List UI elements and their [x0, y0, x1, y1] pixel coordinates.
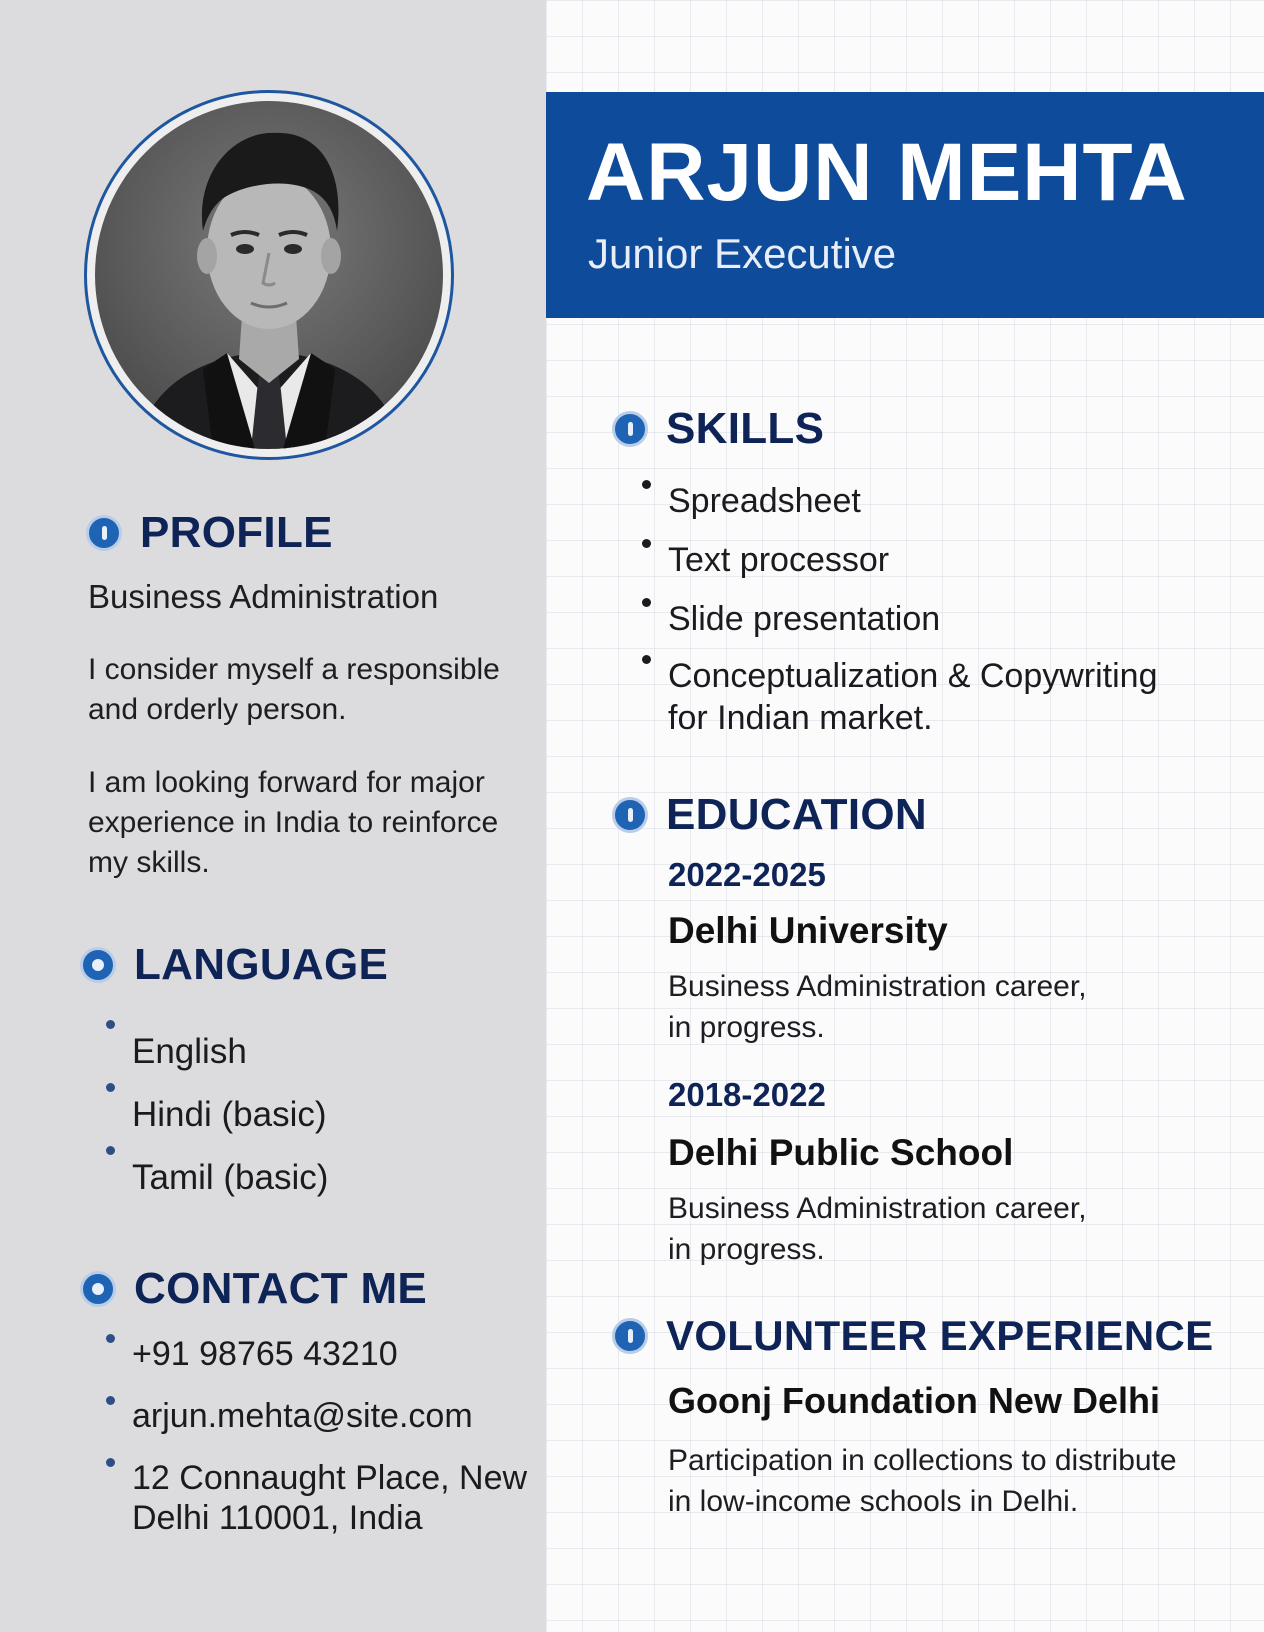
- full-name: ARJUN MEHTA: [586, 127, 1188, 218]
- volunteer-description: [668, 1440, 1177, 1522]
- education-desc-2-line2: in progress.: [668, 1233, 825, 1266]
- education-years-2: 2018-2022: [668, 1076, 826, 1113]
- volunteer-heading: [612, 1312, 1213, 1360]
- profile-heading: [86, 508, 333, 558]
- skills-heading-text: SKILLS: [666, 404, 825, 453]
- contact-list: [132, 1334, 527, 1538]
- education-desc-1: [668, 966, 1087, 1048]
- skills-section-icon: [612, 411, 648, 447]
- language-heading-text: LANGUAGE: [134, 940, 389, 989]
- language-heading: [80, 940, 388, 990]
- volunteer-desc-line2: in low-income schools in Delhi.: [668, 1485, 1079, 1518]
- contact-section-icon: [80, 1271, 116, 1307]
- profile-para1-line2: and orderly person.: [88, 693, 347, 726]
- contact-address-line1: 12 Connaught Place, New: [132, 1459, 528, 1497]
- profile-photo: [95, 101, 443, 449]
- portrait-illustration: [95, 101, 443, 449]
- language-list: [132, 1020, 328, 1209]
- skill-spreadsheet: Spreadsheet: [668, 482, 861, 520]
- list-item: [132, 1334, 527, 1374]
- skills-heading: [612, 404, 824, 454]
- skill-text-processor: Text processor: [668, 541, 890, 579]
- education-desc-2: [668, 1188, 1087, 1270]
- education-school-1: Delhi University: [668, 910, 948, 951]
- header-band: [546, 92, 1264, 318]
- skill-conceptualization-line2: for Indian market.: [668, 699, 933, 737]
- list-item: [132, 1458, 527, 1538]
- list-item: [132, 1396, 527, 1436]
- profile-paragraph-1: [88, 650, 500, 730]
- education-years-1: 2022-2025: [668, 856, 826, 893]
- contact-heading: [80, 1264, 427, 1314]
- list-item: [132, 1146, 328, 1209]
- list-item: [668, 655, 1157, 739]
- education-heading: [612, 790, 927, 840]
- profile-section-icon: [86, 515, 122, 551]
- profile-paragraph-2: [88, 763, 498, 883]
- language-item-tamil: Tamil (basic): [132, 1158, 329, 1197]
- contact-phone: +91 98765 43210: [132, 1335, 398, 1373]
- volunteer-section-icon: [612, 1318, 648, 1354]
- contact-address-line2: Delhi 110001, India: [132, 1499, 423, 1537]
- education-desc-1-line2: in progress.: [668, 1011, 825, 1044]
- education-heading-text: EDUCATION: [666, 790, 927, 839]
- profile-para2-line1: I am looking forward for major: [88, 766, 485, 799]
- profile-heading-text: PROFILE: [140, 508, 333, 557]
- language-item-hindi: Hindi (basic): [132, 1095, 327, 1134]
- skills-list: [668, 480, 1157, 739]
- volunteer-organization: Goonj Foundation New Delhi: [668, 1380, 1160, 1421]
- list-item: [668, 539, 1157, 581]
- job-title: Junior Executive: [588, 230, 897, 277]
- education-school-2: Delhi Public School: [668, 1132, 1014, 1173]
- language-item-english: English: [132, 1032, 247, 1071]
- profile-degree: Business Administration: [88, 578, 439, 615]
- skill-slide-presentation: Slide presentation: [668, 600, 941, 638]
- list-item: [132, 1083, 328, 1146]
- contact-email: arjun.mehta@site.com: [132, 1397, 473, 1435]
- list-item: [668, 480, 1157, 522]
- profile-para1-line1: I consider myself a responsible: [88, 653, 500, 686]
- profile-photo-frame: [84, 90, 454, 460]
- language-section-icon: [80, 947, 116, 983]
- education-section-icon: [612, 797, 648, 833]
- volunteer-heading-text: VOLUNTEER EXPERIENCE: [666, 1312, 1214, 1359]
- skill-conceptualization-line1: Conceptualization & Copywriting: [668, 657, 1158, 695]
- volunteer-desc-line1: Participation in collections to distribute: [668, 1444, 1177, 1477]
- education-desc-2-line1: Business Administration career,: [668, 1192, 1087, 1225]
- profile-para2-line3: my skills.: [88, 846, 210, 879]
- profile-para2-line2: experience in India to reinforce: [88, 806, 499, 839]
- contact-heading-text: CONTACT ME: [134, 1264, 428, 1313]
- list-item: [132, 1020, 328, 1083]
- list-item: [668, 598, 1157, 640]
- education-desc-1-line1: Business Administration career,: [668, 970, 1087, 1003]
